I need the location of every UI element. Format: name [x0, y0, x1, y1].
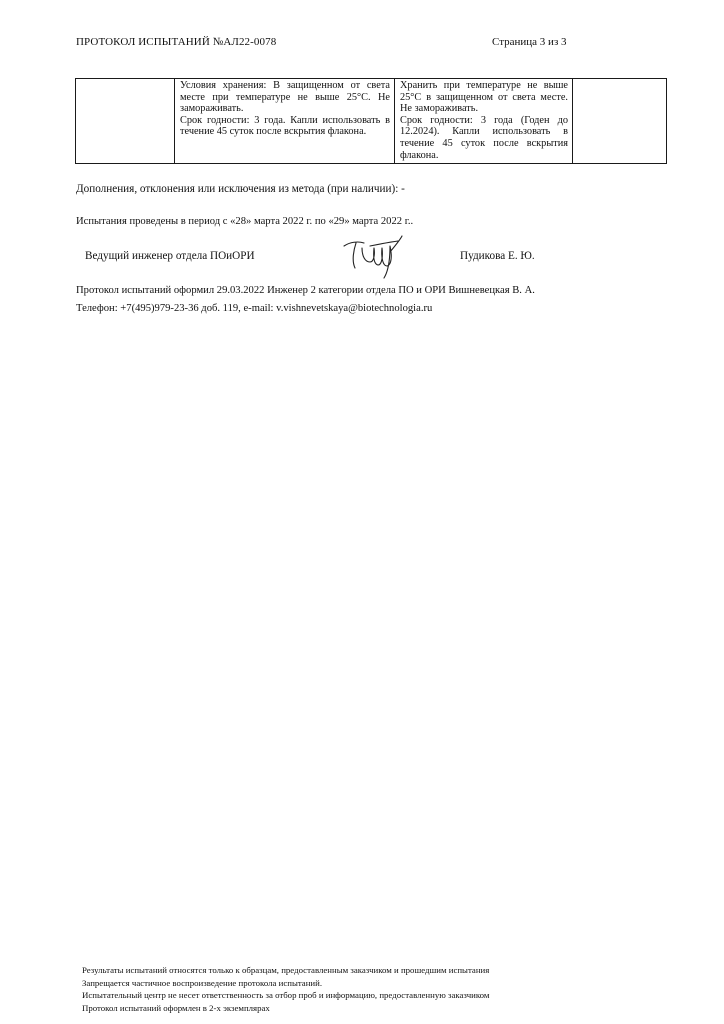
storage-actual-text: Хранить при температуре не выше 25°С в защищенном от света месте. Не замораживать.: [400, 80, 568, 115]
shelf-life-requirement-text: Срок годности: 3 года. Капли использовать в течение 45 суток после вскрытия флакона.: [180, 114, 390, 138]
contact-line: Телефон: +7(495)979-23-36 доб. 119, e-mail: v.vishnevetskaya@biotechnologia.ru: [76, 303, 433, 314]
handwritten-signature: [340, 232, 406, 280]
table-cell-actual: [395, 79, 573, 164]
shelf-life-actual-text: Срок годности: 3 года (Годен до 12.2024). Капли использовать в течение 45 суток после вскрытия флакона.: [400, 114, 568, 161]
page-number: Страница 3 из 3: [492, 36, 567, 48]
protocol-header-title: ПРОТОКОЛ ИСПЫТАНИЙ №АЛ22-0078: [76, 36, 277, 48]
signer-title: Ведущий инженер отдела ПОиОРИ: [85, 250, 255, 262]
conditions-table: [75, 78, 667, 164]
method-deviations-note: Дополнения, отклонения или исключения из метода (при наличии): -: [76, 183, 405, 195]
test-period: Испытания проведены в период с «28» марта 2022 г. по «29» марта 2022 г..: [76, 216, 414, 227]
storage-requirement-text: Условия хранения: В защищенном от света месте при температуре не выше 25°С. Не замораживать.: [180, 80, 390, 115]
signer-name: Пудикова Е. Ю.: [460, 250, 535, 262]
footer-disclaimer: [82, 964, 489, 1014]
table-cell-empty-right: [573, 79, 667, 164]
footer-line: Испытательный центр не несет ответственность за отбор проб и информацию, предоставленную заказчиком: [82, 990, 490, 1001]
table-row: [76, 79, 667, 164]
footer-line: Запрещается частичное воспроизведение протокола испытаний.: [82, 977, 323, 988]
table-cell-empty-left: [76, 79, 175, 164]
issued-by-line: Протокол испытаний оформил 29.03.2022 Инженер 2 категории отдела ПО и ОРИ Вишневецкая В. А.: [76, 285, 535, 296]
footer-line: Протокол испытаний оформлен в 2-х экземплярах: [82, 1002, 270, 1013]
footer-line: Результаты испытаний относятся только к образцам, предоставленным заказчиком и прошедшим испытания: [82, 965, 490, 975]
table-cell-requirements: [175, 79, 395, 164]
